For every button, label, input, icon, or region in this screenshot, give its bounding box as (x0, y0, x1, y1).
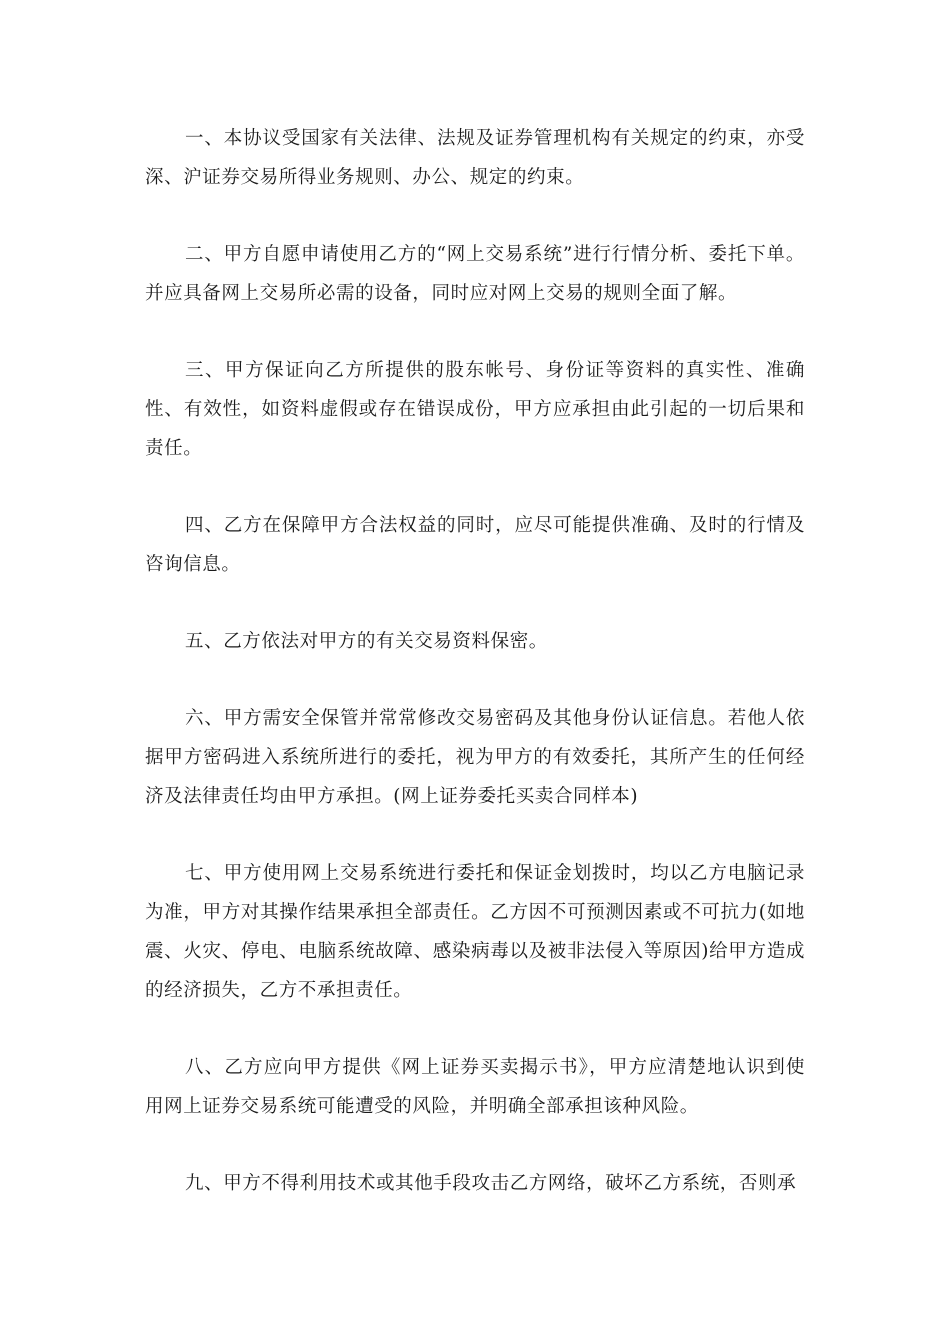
paragraph-8: 八、乙方应向甲方提供《网上证券买卖揭示书》，甲方应清楚地认识到使用网上证券交易系统可能遭受的风险，并明确全部承担该种风险。 (145, 1057, 805, 1117)
paragraph-3: 三、甲方保证向乙方所提供的股东帐号、身份证等资料的真实性、准确性、有效性，如资料虚假或存在错误成份，甲方应承担由此引起的一切后果和责任。 (145, 360, 805, 459)
paragraph-5: 五、乙方依法对甲方的有关交易资料保密。 (185, 631, 548, 652)
paragraph-7: 七、甲方使用网上交易系统进行委托和保证金划拨时，均以乙方电脑记录为准，甲方对其操作结果承担全部责任。乙方因不可预测因素或不可抗力(如地震、火灾、停电、电脑系统故障、感染病毒以及被非法侵入等原因)给甲方造成的经济损失，乙方不承担责任。 (145, 863, 805, 1001)
document-body (145, 119, 805, 1203)
paragraph-4: 四、乙方在保障甲方合法权益的同时，应尽可能提供准确、及时的行情及咨询信息。 (145, 515, 805, 575)
paragraph-6: 六、甲方需安全保管并常常修改交易密码及其他身份认证信息。若他人依据甲方密码进入系统所进行的委托，视为甲方的有效委托，其所产生的任何经济及法律责任均由甲方承担。(网上证券委托买卖合同样本) (145, 708, 805, 807)
paragraph-9: 九、甲方不得利用技术或其他手段攻击乙方网络，破坏乙方系统，否则承 (185, 1173, 797, 1194)
paragraph-1: 一、本协议受国家有关法律、法规及证券管理机构有关规定的约束，亦受深、沪证券交易所得业务规则、办公、规定的约束。 (145, 128, 805, 188)
paragraph-2: 二、甲方自愿申请使用乙方的“网上交易系统”进行行情分析、委托下单。并应具备网上交易所必需的设备，同时应对网上交易的规则全面了解。 (145, 244, 805, 304)
